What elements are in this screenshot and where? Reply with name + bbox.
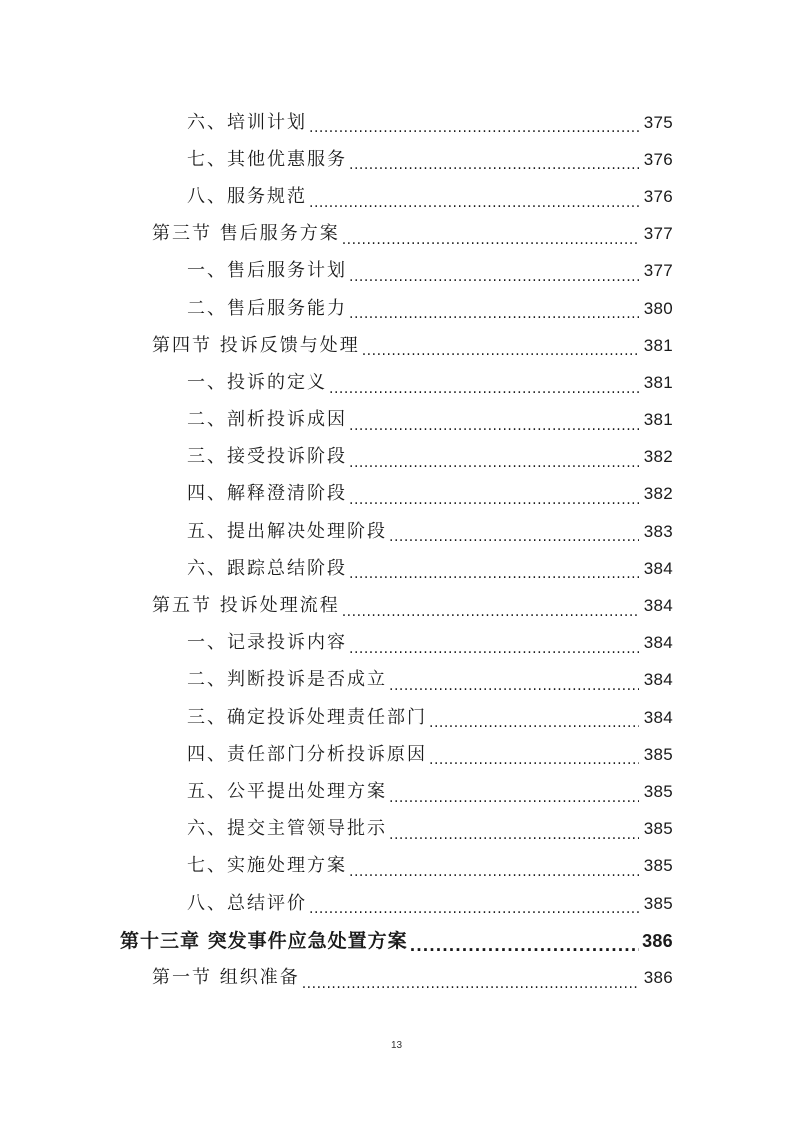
toc-entry-section[interactable] — [0, 327, 673, 364]
toc-dot-leader — [349, 272, 639, 282]
toc-entry-page-number: 386 — [642, 930, 673, 951]
toc-dot-leader — [349, 644, 639, 654]
toc-entry-section[interactable] — [0, 216, 673, 253]
toc-dot-leader — [309, 123, 639, 133]
toc-entry-page-number: 384 — [643, 670, 673, 690]
toc-dot-leader — [362, 346, 639, 356]
toc-entry-title: 四、解释澄清阶段 — [187, 483, 347, 505]
toc-entry-item[interactable] — [0, 625, 673, 662]
toc-entry-title: 六、提交主管领导批示 — [187, 818, 387, 840]
toc-entry-title: 六、培训计划 — [187, 111, 307, 133]
toc-entry-page-number: 381 — [643, 335, 673, 355]
toc-entry-item[interactable] — [0, 662, 673, 699]
toc-entry-title: 八、服务规范 — [187, 185, 307, 207]
toc-entry-page-number: 376 — [643, 186, 673, 206]
toc-entry-item[interactable] — [0, 476, 673, 513]
toc-entry-page-number: 376 — [643, 149, 673, 169]
toc-entry-title: 一、记录投诉内容 — [187, 632, 347, 654]
toc-entry-section[interactable] — [0, 587, 673, 624]
toc-entry-page-number: 385 — [643, 893, 673, 913]
toc-entry-title: 二、剖析投诉成因 — [187, 409, 347, 431]
toc-entry-page-number: 377 — [643, 224, 673, 244]
toc-dot-leader — [349, 495, 639, 505]
toc-dot-leader — [349, 160, 639, 170]
toc-entry-item[interactable] — [0, 885, 673, 922]
toc-dot-leader — [429, 718, 639, 728]
toc-entry-title: 一、售后服务计划 — [187, 260, 347, 282]
toc-entry-title: 第十三章 突发事件应急处置方案 — [120, 929, 408, 952]
toc-entry-title: 第三节 售后服务方案 — [152, 223, 340, 245]
toc-dot-leader — [389, 793, 639, 803]
toc-entry-item[interactable] — [0, 699, 673, 736]
toc-entry-item[interactable] — [0, 550, 673, 587]
toc-dot-leader — [349, 309, 639, 319]
toc-entry-item[interactable] — [0, 402, 673, 439]
toc-entry-page-number: 377 — [643, 261, 673, 281]
toc-entry-page-number: 380 — [643, 298, 673, 318]
toc-dot-leader — [342, 235, 639, 245]
toc-entry-item[interactable] — [0, 811, 673, 848]
toc-dot-leader — [302, 979, 639, 989]
toc-entry-page-number: 382 — [643, 484, 673, 504]
toc-entry-item[interactable] — [0, 773, 673, 810]
toc-entry-item[interactable] — [0, 290, 673, 327]
toc-entry-title: 六、跟踪总结阶段 — [187, 557, 347, 579]
toc-entry-title: 第一节 组织准备 — [152, 966, 300, 988]
toc-entry-title: 二、售后服务能力 — [187, 297, 347, 319]
toc-entry-title: 七、实施处理方案 — [187, 855, 347, 877]
toc-entry-title: 二、判断投诉是否成立 — [187, 669, 387, 691]
toc-dot-leader — [309, 198, 639, 208]
toc-dot-leader — [389, 532, 639, 542]
toc-dot-leader — [410, 941, 639, 951]
toc-entry-page-number: 386 — [643, 967, 673, 987]
toc-dot-leader — [349, 421, 639, 431]
toc-entry-page-number: 383 — [643, 521, 673, 541]
toc-entry-page-number: 385 — [643, 744, 673, 764]
toc-dot-leader — [349, 867, 639, 877]
toc-entry-item[interactable] — [0, 178, 673, 215]
toc-entry-page-number: 382 — [643, 447, 673, 467]
toc-entry-item[interactable] — [0, 513, 673, 550]
toc-entry-title: 三、确定投诉处理责任部门 — [187, 706, 427, 728]
toc-entry-item[interactable] — [0, 848, 673, 885]
toc-entry-title: 八、总结评价 — [187, 892, 307, 914]
toc-entry-item[interactable] — [0, 141, 673, 178]
toc-dot-leader — [429, 755, 639, 765]
page-number: 13 — [390, 1040, 403, 1051]
toc-entry-title: 四、责任部门分析投诉原因 — [187, 743, 427, 765]
toc-entry-title: 第四节 投诉反馈与处理 — [152, 334, 360, 356]
toc-dot-leader — [349, 569, 639, 579]
toc-entry-page-number: 381 — [643, 410, 673, 430]
toc-entry-chapter[interactable] — [0, 922, 673, 959]
toc-dot-leader — [389, 681, 639, 691]
toc-entry-page-number: 384 — [643, 633, 673, 653]
toc-entry-page-number: 385 — [643, 856, 673, 876]
toc-entry-section[interactable] — [0, 959, 673, 996]
toc-entry-title: 五、提出解决处理阶段 — [187, 520, 387, 542]
toc-entry-item[interactable] — [0, 104, 673, 141]
toc-dot-leader — [309, 904, 639, 914]
toc-entry-page-number: 375 — [643, 112, 673, 132]
toc-dot-leader — [389, 830, 639, 840]
toc-entry-item[interactable] — [0, 439, 673, 476]
table-of-contents — [0, 104, 793, 997]
toc-entry-item[interactable] — [0, 364, 673, 401]
toc-dot-leader — [349, 458, 639, 468]
toc-entry-title: 一、投诉的定义 — [187, 371, 327, 393]
toc-entry-title: 三、接受投诉阶段 — [187, 446, 347, 468]
toc-dot-leader — [329, 384, 639, 394]
toc-entry-item[interactable] — [0, 736, 673, 773]
toc-entry-page-number: 384 — [643, 707, 673, 727]
toc-entry-title: 七、其他优惠服务 — [187, 148, 347, 170]
toc-entry-page-number: 385 — [643, 819, 673, 839]
toc-dot-leader — [342, 607, 639, 617]
toc-entry-page-number: 384 — [643, 558, 673, 578]
toc-entry-page-number: 384 — [643, 596, 673, 616]
toc-entry-title: 第五节 投诉处理流程 — [152, 595, 340, 617]
toc-entry-item[interactable] — [0, 253, 673, 290]
toc-entry-title: 五、公平提出处理方案 — [187, 780, 387, 802]
toc-entry-page-number: 381 — [643, 372, 673, 392]
toc-entry-page-number: 385 — [643, 781, 673, 801]
